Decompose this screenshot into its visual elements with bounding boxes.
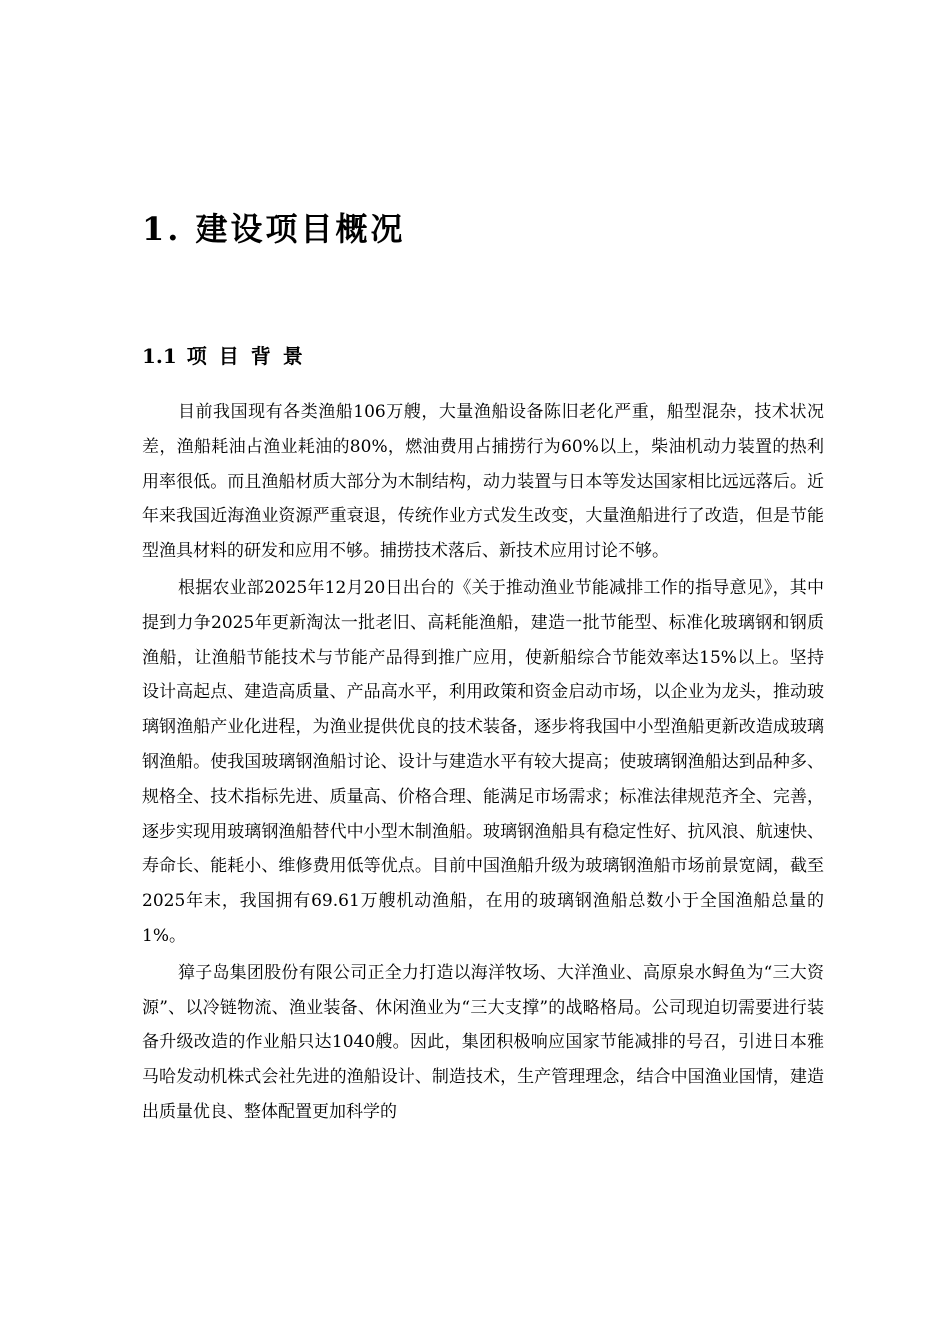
section-number: 1.1: [142, 344, 177, 368]
paragraph-2: 根据农业部2025年12月20日出台的《关于推动渔业节能减排工作的指导意见》，其中提到力争2025年更新淘汰一批老旧、高耗能渔船，建造一批节能型、标准化玻璃钢和钢质渔船，让渔船节能技术与节能产品得到推广应用，使新船综合节能效率达15%以上。坚持设计高起点、建造高质量、产品高水平，利用政策和资金启动市场，以企业为龙头，推动玻璃钢渔船产业化进程，为渔业提供优良的技术装备，逐步将我国中小型渔船更新改造成玻璃钢渔船。使我国玻璃钢渔船讨论、设计与建造水平有较大提高；使玻璃钢渔船达到品种多、规格全、技术指标先进、质量高、价格合理、能满足市场需求；标准法律规范齐全、完善，逐步实现用玻璃钢渔船替代中小型木制渔船。玻璃钢渔船具有稳定性好、抗风浪、航速快、寿命长、能耗小、维修费用低等优点。目前中国渔船升级为玻璃钢渔船市场前景宽阔，截至2025年末，我国拥有69.61万艘机动渔船，在用的玻璃钢渔船总数小于全国渔船总量的1%。: [142, 577, 824, 946]
body-text: [142, 395, 824, 1132]
section-title: 项目背景: [186, 344, 315, 368]
section-heading: [142, 340, 315, 372]
paragraph-3: 獐子岛集团股份有限公司正全力打造以海洋牧场、大洋渔业、高原泉水鲟鱼为“三大资源”、以冷链物流、渔业装备、休闲渔业为“三大支撑”的战略格局。公司现迫切需要进行装备升级改造的作业船只达1040艘。因此，集团积极响应国家节能减排的号召，引进日本雅马哈发动机株式会社先进的渔船设计、制造技术，生产管理理念，结合中国渔业国情，建造出质量优良、整体配置更加科学的: [142, 962, 824, 1122]
paragraph-1: 目前我国现有各类渔船106万艘，大量渔船设备陈旧老化严重，船型混杂，技术状况差，渔船耗油占渔业耗油的80%，燃油费用占捕捞行为60%以上，柴油机动力装置的热利用率很低。而且渔船材质大部分为木制结构，动力装置与日本等发达国家相比远远落后。近年来我国近海渔业资源严重衰退，传统作业方式发生改变，大量渔船进行了改造，但是节能型渔具材料的研发和应用不够。捕捞技术落后、新技术应用讨论不够。: [142, 402, 824, 562]
chapter-title: 1. 建设项目概况: [142, 210, 406, 248]
